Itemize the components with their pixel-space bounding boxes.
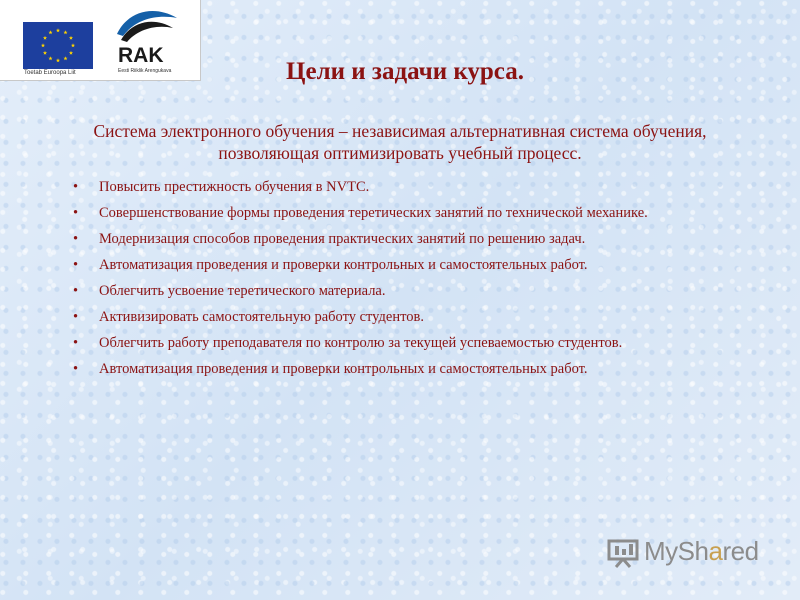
bullet-icon: • [73,257,79,273]
bullet-icon: • [73,179,79,195]
bullet-item: • Модернизация способов проведения практических занятий по решению задач. [73,231,586,247]
bullet-item: • Облегчить работу преподавателя по контролю за текущей успеваемостью студентов. [73,335,623,351]
bullet-icon: • [73,361,79,377]
bullet-icon: • [73,283,79,299]
bullet-icon: • [73,231,79,247]
bullet-icon: • [73,335,79,351]
rak-name: RAK [118,44,164,67]
rak-caption: Eesti Riiklik Arengukava [118,68,172,74]
bullet-item: • Автоматизация проведения и проверки контрольных и самостоятельных работ. [73,361,588,377]
bullet-icon: • [73,205,79,221]
bullet-list [73,178,713,386]
eu-caption: Toetab Euroopa Liit [24,70,76,76]
slide-subtitle: Система электронного обучения – независимая альтернативная система обучения, позволяющая оптимизировать учебный процесс. [93,121,707,163]
bullet-item: • Повысить престижность обучения в NVTC. [73,179,370,195]
bullet-item: • Автоматизация проведения и проверки контрольных и самостоятельных работ. [73,257,588,273]
presentation-board-icon [606,538,640,568]
slide-title: Цели и задачи курса. [286,58,524,85]
bullet-item: • Совершенствование формы проведения теретических занятий по технической механике. [73,205,648,221]
bullet-icon: • [73,309,79,325]
bullet-item: • Облегчить усвоение теретического материала. [73,283,386,299]
watermark-text: MyShared [644,536,759,566]
bullet-item: • Активизировать самостоятельную работу студентов. [73,309,424,325]
